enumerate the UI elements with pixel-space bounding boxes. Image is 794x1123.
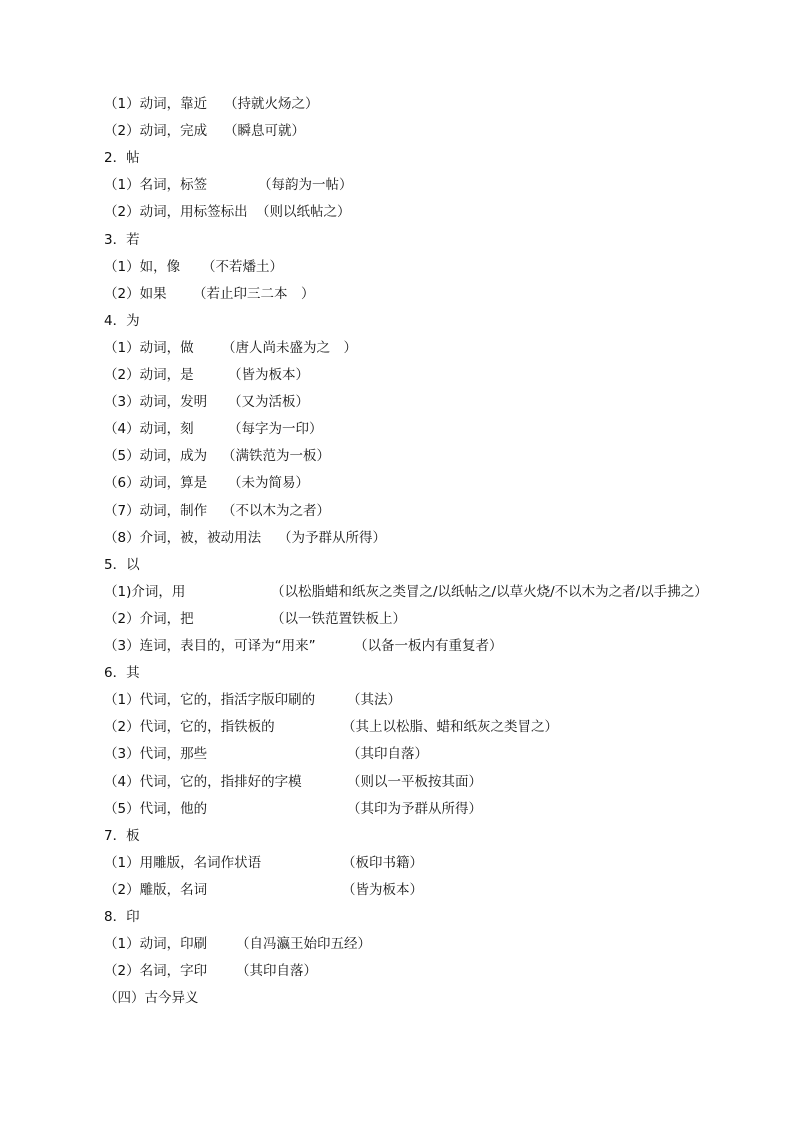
definition-label: （6）动词，算是 — [104, 475, 208, 492]
definition-item — [0, 281, 794, 308]
definition-label: （2）动词，完成 — [104, 123, 208, 140]
definition-item — [0, 172, 794, 199]
definition-label: （1）代词，它的，指活字版印刷的 — [104, 692, 316, 709]
example-quote: （持就火炀之） — [224, 96, 319, 112]
section-heading — [0, 145, 794, 172]
definition-label: （2）介词，把 — [104, 610, 194, 627]
definition-item — [0, 877, 794, 904]
example-quote: （自冯瀛王始印五经） — [236, 936, 371, 953]
definition-item — [0, 714, 794, 741]
section-heading — [0, 552, 794, 579]
definition-label: （2）如果 — [104, 285, 167, 302]
definition-label: （8）介词，被，被动用法 — [104, 529, 262, 546]
definition-item — [0, 470, 794, 497]
definition-label: （1）名词，标签 — [104, 177, 208, 194]
example-quote: （其印自落） — [347, 746, 428, 763]
definition-label: （5）动词，成为 — [104, 448, 208, 465]
definition-label: （2）动词，是 — [104, 367, 194, 383]
definition-label: （7）动词，制作 — [104, 502, 208, 519]
example-quote: （其法） — [347, 692, 401, 709]
definition-label: （2）雕版，名词 — [104, 881, 208, 898]
definition-label: （3）连词，表目的，可译为“用来” — [104, 638, 316, 654]
example-quote: （以一铁范置铁板上） — [271, 610, 406, 627]
example-quote: （不若燔土） — [202, 258, 283, 275]
definition-item — [0, 931, 794, 958]
example-quote: （满铁范为一板） — [222, 448, 330, 465]
example-quote: （其上以松脂、蜡和纸灰之类冒之） — [342, 719, 558, 736]
section-heading — [0, 823, 794, 850]
section-heading — [0, 660, 794, 687]
example-quote: （每韵为一帖） — [258, 177, 353, 194]
definition-label: （1）动词，做 — [104, 339, 194, 356]
definition-item — [0, 741, 794, 768]
definition-item — [0, 796, 794, 823]
definition-label: （5）代词，他的 — [104, 800, 208, 817]
example-quote: （以备一板内有重复者） — [354, 638, 503, 654]
definition-item — [0, 416, 794, 443]
definition-item — [0, 525, 794, 552]
definition-label: （1）如，像 — [104, 258, 181, 275]
definition-item — [0, 498, 794, 525]
definition-item — [0, 118, 794, 145]
definition-item — [0, 335, 794, 362]
heading-text: 7．板 — [104, 827, 140, 844]
example-quote: （皆为板本） — [342, 881, 423, 898]
example-quote: （以松脂蜡和纸灰之类冒之/以纸帖之/以草火烧/不以木为之者/以手拂之） — [271, 583, 708, 600]
definition-label: （3）动词，发明 — [104, 394, 208, 411]
example-quote: （唐人尚未盛为之 ） — [222, 339, 357, 356]
example-quote: （则以一平板按其面） — [347, 773, 482, 790]
example-quote: （瞬息可就） — [224, 123, 305, 140]
definition-item — [0, 687, 794, 714]
definition-label: （1）动词，印刷 — [104, 936, 208, 953]
definition-item — [0, 769, 794, 796]
definition-item — [0, 850, 794, 877]
example-quote: （又为活板） — [228, 394, 309, 411]
definition-label: （1）用雕版，名词作状语 — [104, 854, 262, 871]
heading-text: 8．印 — [104, 909, 140, 925]
definition-item — [0, 633, 794, 660]
heading-text: 3．若 — [104, 231, 140, 248]
heading-text: 4．为 — [104, 312, 140, 329]
definition-item — [0, 362, 794, 389]
example-quote: （为予群从所得） — [278, 529, 386, 546]
definition-label: （4）代词，它的，指排好的字模 — [104, 773, 302, 790]
heading-text: 2．帖 — [104, 150, 140, 167]
example-quote: （未为简易） — [228, 475, 309, 492]
definition-item — [0, 606, 794, 633]
example-quote: （皆为板本） — [228, 367, 309, 383]
definition-label: （2）代词，它的，指铁板的 — [104, 719, 275, 736]
example-quote: （其印为予群从所得） — [347, 800, 482, 817]
example-quote: （每字为一印） — [228, 421, 323, 438]
definition-label: （4）动词，刻 — [104, 421, 194, 438]
definition-item — [0, 958, 794, 985]
definition-item — [0, 91, 794, 118]
definition-label: （3）代词，那些 — [104, 746, 208, 763]
definition-item — [0, 579, 794, 606]
section-heading — [0, 985, 794, 1012]
example-quote: （则以纸帖之） — [256, 204, 351, 221]
section-heading — [0, 308, 794, 335]
definition-label: （2）动词，用标签标出 — [104, 204, 248, 221]
definition-label: （2）名词，字印 — [104, 963, 208, 980]
example-quote: （其印自落） — [236, 963, 317, 980]
definition-item — [0, 443, 794, 470]
definition-item — [0, 389, 794, 416]
heading-text: 5．以 — [104, 556, 140, 573]
example-quote: （板印书籍） — [342, 854, 423, 871]
example-quote: （不以木为之者） — [222, 502, 330, 519]
definition-item — [0, 199, 794, 226]
section-heading — [0, 904, 794, 931]
heading-text: （四）古今异义 — [104, 990, 199, 1007]
definition-label: （1)介词，用 — [104, 583, 186, 600]
section-heading — [0, 227, 794, 254]
definition-label: （1）动词，靠近 — [104, 96, 208, 112]
example-quote: （若止印三二本 ） — [193, 285, 315, 302]
heading-text: 6．其 — [104, 665, 140, 682]
definition-item — [0, 254, 794, 281]
